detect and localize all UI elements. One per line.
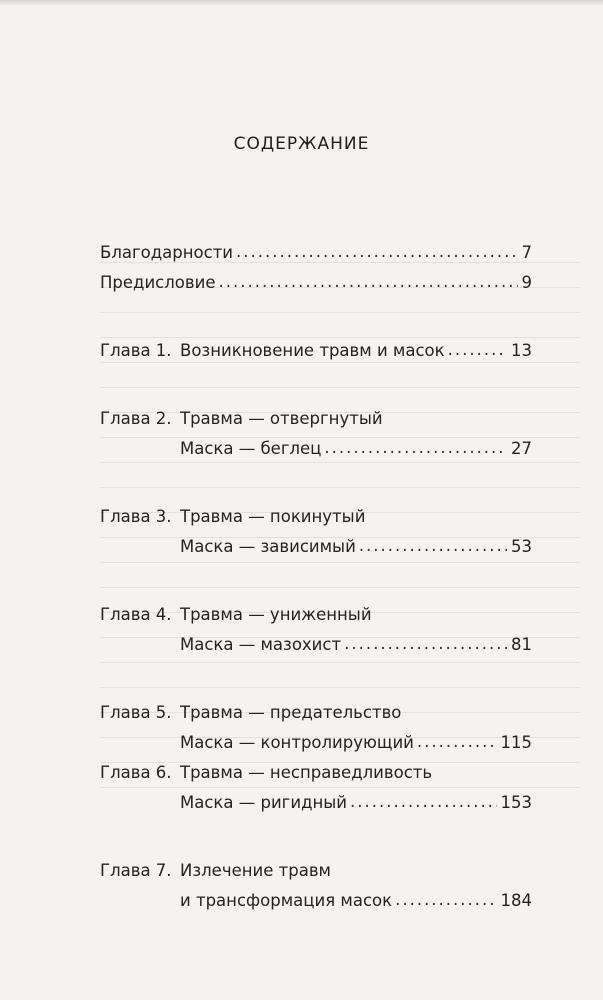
- toc-chapter-5[interactable]: [100, 698, 532, 728]
- toc-chapter-1[interactable]: [100, 336, 532, 366]
- toc-chapter-7-cont[interactable]: [100, 886, 532, 916]
- chapter-label: Глава 1.: [100, 341, 172, 360]
- toc-leader-dots: [350, 787, 496, 817]
- page-title: СОДЕРЖАНИЕ: [233, 134, 370, 154]
- toc-chapter-4-mask[interactable]: [100, 630, 532, 660]
- toc-leader-dots: [218, 267, 517, 297]
- toc-chapter-7[interactable]: [100, 856, 532, 886]
- toc-page-number: 13: [511, 341, 532, 360]
- page-top-edge: [0, 0, 603, 6]
- toc-chapter-5-mask[interactable]: [100, 728, 532, 758]
- toc-chapter-6-mask[interactable]: [100, 788, 532, 818]
- chapter-trauma: Травма — несправедливость: [180, 763, 433, 782]
- toc-leader-dots: [417, 727, 497, 757]
- chapter-mask: Маска — зависимый: [180, 537, 356, 556]
- chapter-label: Глава 3.: [100, 507, 172, 526]
- toc-entry-acknowledgements[interactable]: [100, 238, 532, 268]
- toc-chapter-4[interactable]: [100, 600, 532, 630]
- toc-chapter-2[interactable]: [100, 404, 532, 434]
- toc-leader-dots: [324, 433, 507, 463]
- chapter-title-cont: и трансформация масок: [180, 891, 393, 910]
- chapter-mask: Маска — беглец: [180, 439, 322, 458]
- chapter-trauma: Травма — предательство: [180, 703, 402, 722]
- chapter-trauma: Травма — отвергнутый: [180, 409, 383, 428]
- chapter-label: Глава 7.: [100, 861, 172, 880]
- chapter-label: Глава 6.: [100, 763, 172, 782]
- toc-entry-title: Благодарности: [100, 243, 234, 262]
- chapter-trauma: Травма — униженный: [180, 605, 372, 624]
- toc-page-number: 7: [521, 243, 532, 262]
- toc-leader-dots: [448, 335, 507, 365]
- toc-page-number: 115: [500, 733, 532, 752]
- toc-page-number: 81: [511, 635, 532, 654]
- toc-entry-preface[interactable]: [100, 268, 532, 298]
- toc-entry-title: Предисловие: [100, 273, 216, 292]
- toc-chapter-3-mask[interactable]: [100, 532, 532, 562]
- toc-page-number: 27: [511, 439, 532, 458]
- toc-page-number: 153: [500, 793, 532, 812]
- toc-chapter-2-mask[interactable]: [100, 434, 532, 464]
- table-of-contents: [100, 238, 532, 916]
- toc-leader-dots: [359, 531, 507, 561]
- chapter-mask: Маска — ригидный: [180, 793, 348, 812]
- toc-leader-dots: [236, 237, 517, 267]
- toc-page-number: 9: [521, 273, 532, 292]
- chapter-title: Излечение травм: [180, 861, 331, 880]
- chapter-title: Возникновение травм и масок: [180, 341, 445, 360]
- chapter-label: Глава 5.: [100, 703, 172, 722]
- chapter-mask: Маска — контролирующий: [180, 733, 414, 752]
- chapter-label: Глава 4.: [100, 605, 172, 624]
- toc-leader-dots: [395, 885, 496, 915]
- chapter-mask: Маска — мазохист: [180, 635, 342, 654]
- toc-chapter-6[interactable]: [100, 758, 532, 788]
- toc-page-number: 184: [500, 891, 532, 910]
- chapter-label: Глава 2.: [100, 409, 172, 428]
- toc-chapter-3[interactable]: [100, 502, 532, 532]
- toc-page-number: 53: [511, 537, 532, 556]
- toc-leader-dots: [344, 629, 507, 659]
- chapter-trauma: Травма — покинутый: [180, 507, 366, 526]
